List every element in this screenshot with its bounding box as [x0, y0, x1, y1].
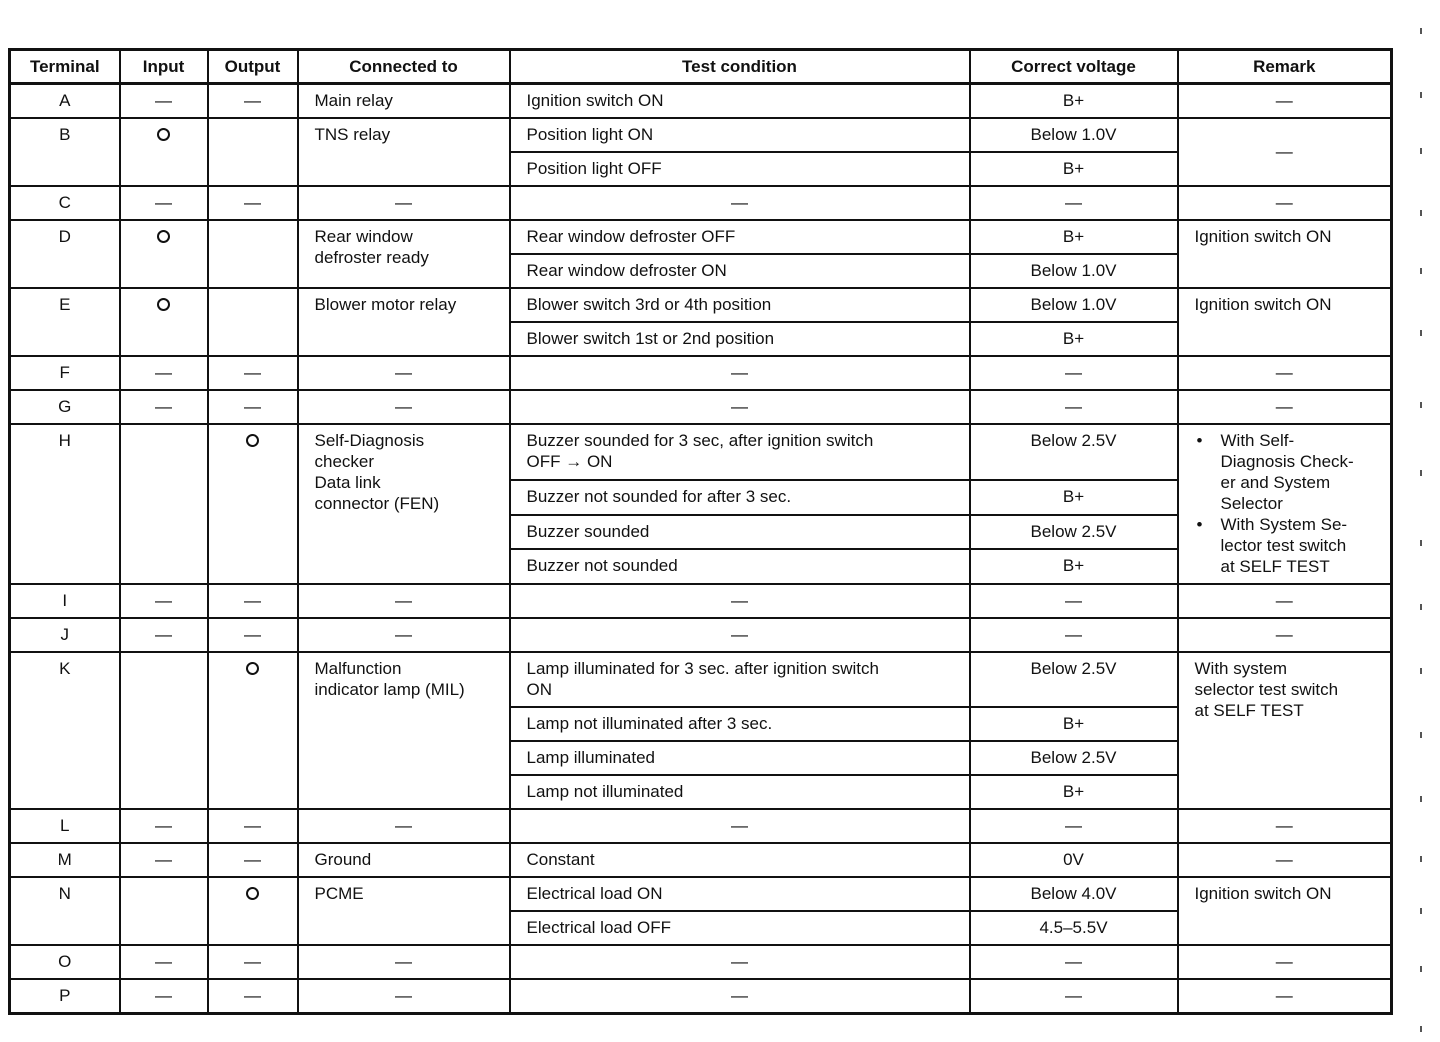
output-cell — [208, 424, 298, 584]
test-condition-cell: Lamp illuminated for 3 sec. after ignition switch ON — [510, 652, 970, 707]
output-cell — [208, 288, 298, 356]
input-cell: — — [120, 84, 208, 119]
input-cell — [120, 652, 208, 809]
table-row — [10, 220, 1392, 254]
output-cell: — — [208, 979, 298, 1014]
circle-output-icon — [246, 662, 259, 675]
voltage-cell: — — [970, 584, 1178, 618]
output-cell: — — [208, 584, 298, 618]
connected-to-cell: — — [298, 618, 510, 652]
voltage-cell: 0V — [970, 843, 1178, 877]
edge-mark — [1420, 668, 1422, 674]
voltage-cell: Below 2.5V — [970, 741, 1178, 775]
table-row — [10, 652, 1392, 707]
header-connected-to: Connected to — [298, 50, 510, 84]
table-row — [10, 424, 1392, 480]
voltage-cell: — — [970, 945, 1178, 979]
connected-to-cell: Self-Diagnosis checker Data link connector (FEN) — [298, 424, 510, 584]
edge-mark — [1420, 796, 1422, 802]
voltage-cell: Below 1.0V — [970, 254, 1178, 288]
terminal-cell: C — [10, 186, 120, 220]
voltage-cell: — — [970, 390, 1178, 424]
voltage-cell: — — [970, 186, 1178, 220]
connected-to-cell: — — [298, 584, 510, 618]
test-condition-cell: Rear window defroster OFF — [510, 220, 970, 254]
test-condition-cell: — — [510, 356, 970, 390]
terminal-cell: F — [10, 356, 120, 390]
voltage-cell: B+ — [970, 220, 1178, 254]
output-cell: — — [208, 945, 298, 979]
edge-mark — [1420, 210, 1422, 216]
circle-output-icon — [246, 887, 259, 900]
terminal-voltage-table — [8, 48, 1393, 1015]
circle-output-icon — [246, 434, 259, 447]
table-row — [10, 356, 1392, 390]
edge-mark — [1420, 540, 1422, 546]
edge-mark — [1420, 732, 1422, 738]
test-condition-cell: Lamp not illuminated — [510, 775, 970, 809]
remark-cell: — — [1178, 809, 1392, 843]
output-cell: — — [208, 356, 298, 390]
edge-mark — [1420, 28, 1422, 34]
test-condition-cell: — — [510, 979, 970, 1014]
voltage-cell: — — [970, 979, 1178, 1014]
remark-cell: — — [1178, 356, 1392, 390]
header-input: Input — [120, 50, 208, 84]
scan-edge-marks — [1420, 0, 1426, 1042]
voltage-cell: — — [970, 809, 1178, 843]
voltage-cell: Below 2.5V — [970, 515, 1178, 550]
table-row — [10, 118, 1392, 152]
input-cell — [120, 424, 208, 584]
test-condition-cell: Rear window defroster ON — [510, 254, 970, 288]
remark-cell: — — [1178, 945, 1392, 979]
table-row — [10, 84, 1392, 119]
edge-mark — [1420, 148, 1422, 154]
input-cell: — — [120, 356, 208, 390]
test-condition-cell: Constant — [510, 843, 970, 877]
input-cell: — — [120, 979, 208, 1014]
table-row — [10, 877, 1392, 911]
test-condition-cell: Buzzer sounded for 3 sec, after ignition switch OFF → ON — [510, 424, 970, 480]
edge-mark — [1420, 92, 1422, 98]
edge-mark — [1420, 330, 1422, 336]
output-cell — [208, 118, 298, 186]
header-correct-voltage: Correct voltage — [970, 50, 1178, 84]
terminal-cell: I — [10, 584, 120, 618]
test-condition-cell: — — [510, 809, 970, 843]
input-cell: — — [120, 945, 208, 979]
terminal-cell: O — [10, 945, 120, 979]
voltage-cell: B+ — [970, 775, 1178, 809]
connected-to-cell: — — [298, 356, 510, 390]
terminal-cell: P — [10, 979, 120, 1014]
test-condition-cell: Electrical load ON — [510, 877, 970, 911]
voltage-cell: 4.5–5.5V — [970, 911, 1178, 945]
terminal-cell: B — [10, 118, 120, 186]
remark-cell: Ignition switch ON — [1178, 877, 1392, 945]
output-cell: — — [208, 186, 298, 220]
input-cell — [120, 288, 208, 356]
connected-to-cell: Ground — [298, 843, 510, 877]
test-condition-cell: Electrical load OFF — [510, 911, 970, 945]
connected-to-cell: Main relay — [298, 84, 510, 119]
test-condition-cell: — — [510, 618, 970, 652]
input-cell: — — [120, 843, 208, 877]
test-condition-cell: Blower switch 3rd or 4th position — [510, 288, 970, 322]
voltage-cell: B+ — [970, 84, 1178, 119]
connected-to-cell: TNS relay — [298, 118, 510, 186]
voltage-cell: — — [970, 618, 1178, 652]
terminal-cell: A — [10, 84, 120, 119]
connected-to-cell: Malfunction indicator lamp (MIL) — [298, 652, 510, 809]
terminal-cell: K — [10, 652, 120, 809]
terminal-voltage-table-sheet — [8, 48, 1393, 1015]
connected-to-cell: — — [298, 809, 510, 843]
output-cell — [208, 220, 298, 288]
table-row — [10, 945, 1392, 979]
input-cell: — — [120, 390, 208, 424]
output-cell: — — [208, 618, 298, 652]
remark-cell: — — [1178, 618, 1392, 652]
test-condition-cell: Blower switch 1st or 2nd position — [510, 322, 970, 356]
voltage-cell: B+ — [970, 480, 1178, 515]
test-condition-cell: Ignition switch ON — [510, 84, 970, 119]
remark-cell: Ignition switch ON — [1178, 288, 1392, 356]
voltage-cell: Below 1.0V — [970, 118, 1178, 152]
test-condition-cell: Buzzer sounded — [510, 515, 970, 550]
remark-cell: — — [1178, 118, 1392, 186]
connected-to-cell: Rear window defroster ready — [298, 220, 510, 288]
remark-cell: Ignition switch ON — [1178, 220, 1392, 288]
voltage-cell: Below 1.0V — [970, 288, 1178, 322]
connected-to-cell: — — [298, 186, 510, 220]
remark-cell: — — [1178, 390, 1392, 424]
test-condition-cell: — — [510, 945, 970, 979]
test-condition-cell: — — [510, 390, 970, 424]
output-cell: — — [208, 390, 298, 424]
connected-to-cell: — — [298, 390, 510, 424]
header-terminal: Terminal — [10, 50, 120, 84]
output-cell — [208, 652, 298, 809]
terminal-cell: N — [10, 877, 120, 945]
circle-input-icon — [157, 298, 170, 311]
connected-to-cell: — — [298, 979, 510, 1014]
voltage-cell: B+ — [970, 152, 1178, 186]
output-cell: — — [208, 84, 298, 119]
table-row — [10, 584, 1392, 618]
edge-mark — [1420, 856, 1422, 862]
edge-mark — [1420, 268, 1422, 274]
remark-cell: — — [1178, 843, 1392, 877]
terminal-cell: D — [10, 220, 120, 288]
edge-mark — [1420, 908, 1422, 914]
connected-to-cell: Blower motor relay — [298, 288, 510, 356]
edge-mark — [1420, 402, 1422, 408]
remark-cell: — — [1178, 186, 1392, 220]
input-cell: — — [120, 618, 208, 652]
connected-to-cell: PCME — [298, 877, 510, 945]
edge-mark — [1420, 1026, 1422, 1032]
table-row — [10, 979, 1392, 1014]
voltage-cell: B+ — [970, 707, 1178, 741]
circle-input-icon — [157, 128, 170, 141]
voltage-cell: B+ — [970, 322, 1178, 356]
table-row — [10, 186, 1392, 220]
voltage-cell: Below 2.5V — [970, 652, 1178, 707]
voltage-cell: — — [970, 356, 1178, 390]
test-condition-cell: Lamp not illuminated after 3 sec. — [510, 707, 970, 741]
input-cell: — — [120, 186, 208, 220]
table-row — [10, 618, 1392, 652]
table-row — [10, 288, 1392, 322]
input-cell: — — [120, 809, 208, 843]
terminal-cell: G — [10, 390, 120, 424]
table-row — [10, 843, 1392, 877]
test-condition-cell: Buzzer not sounded for after 3 sec. — [510, 480, 970, 515]
edge-mark — [1420, 966, 1422, 972]
input-cell — [120, 220, 208, 288]
table-row — [10, 390, 1392, 424]
test-condition-cell: Position light OFF — [510, 152, 970, 186]
input-cell — [120, 118, 208, 186]
voltage-cell: Below 4.0V — [970, 877, 1178, 911]
header-output: Output — [208, 50, 298, 84]
test-condition-cell: Lamp illuminated — [510, 741, 970, 775]
remark-cell: — — [1178, 584, 1392, 618]
remark-cell — [1178, 424, 1392, 584]
edge-mark — [1420, 470, 1422, 476]
circle-input-icon — [157, 230, 170, 243]
header-test-condition: Test condition — [510, 50, 970, 84]
header-row — [10, 50, 1392, 84]
test-condition-cell: Position light ON — [510, 118, 970, 152]
test-condition-cell: — — [510, 186, 970, 220]
output-cell: — — [208, 843, 298, 877]
remark-list-item: • With System Se- lector test switch at SELF TEST — [1215, 514, 1383, 577]
output-cell — [208, 877, 298, 945]
input-cell: — — [120, 584, 208, 618]
connected-to-cell: — — [298, 945, 510, 979]
table-row — [10, 809, 1392, 843]
terminal-cell: M — [10, 843, 120, 877]
output-cell: — — [208, 809, 298, 843]
remark-cell: — — [1178, 84, 1392, 119]
header-remark: Remark — [1178, 50, 1392, 84]
terminal-cell: E — [10, 288, 120, 356]
voltage-cell: Below 2.5V — [970, 424, 1178, 480]
terminal-cell: L — [10, 809, 120, 843]
remark-cell: With system selector test switch at SELF TEST — [1178, 652, 1392, 809]
voltage-cell: B+ — [970, 549, 1178, 584]
input-cell — [120, 877, 208, 945]
remark-list-item: • With Self- Diagnosis Check- er and System Selector — [1215, 430, 1383, 514]
terminal-cell: J — [10, 618, 120, 652]
test-condition-cell: Buzzer not sounded — [510, 549, 970, 584]
test-condition-cell: — — [510, 584, 970, 618]
remark-list — [1195, 430, 1383, 577]
terminal-cell: H — [10, 424, 120, 584]
remark-cell: — — [1178, 979, 1392, 1014]
edge-mark — [1420, 604, 1422, 610]
